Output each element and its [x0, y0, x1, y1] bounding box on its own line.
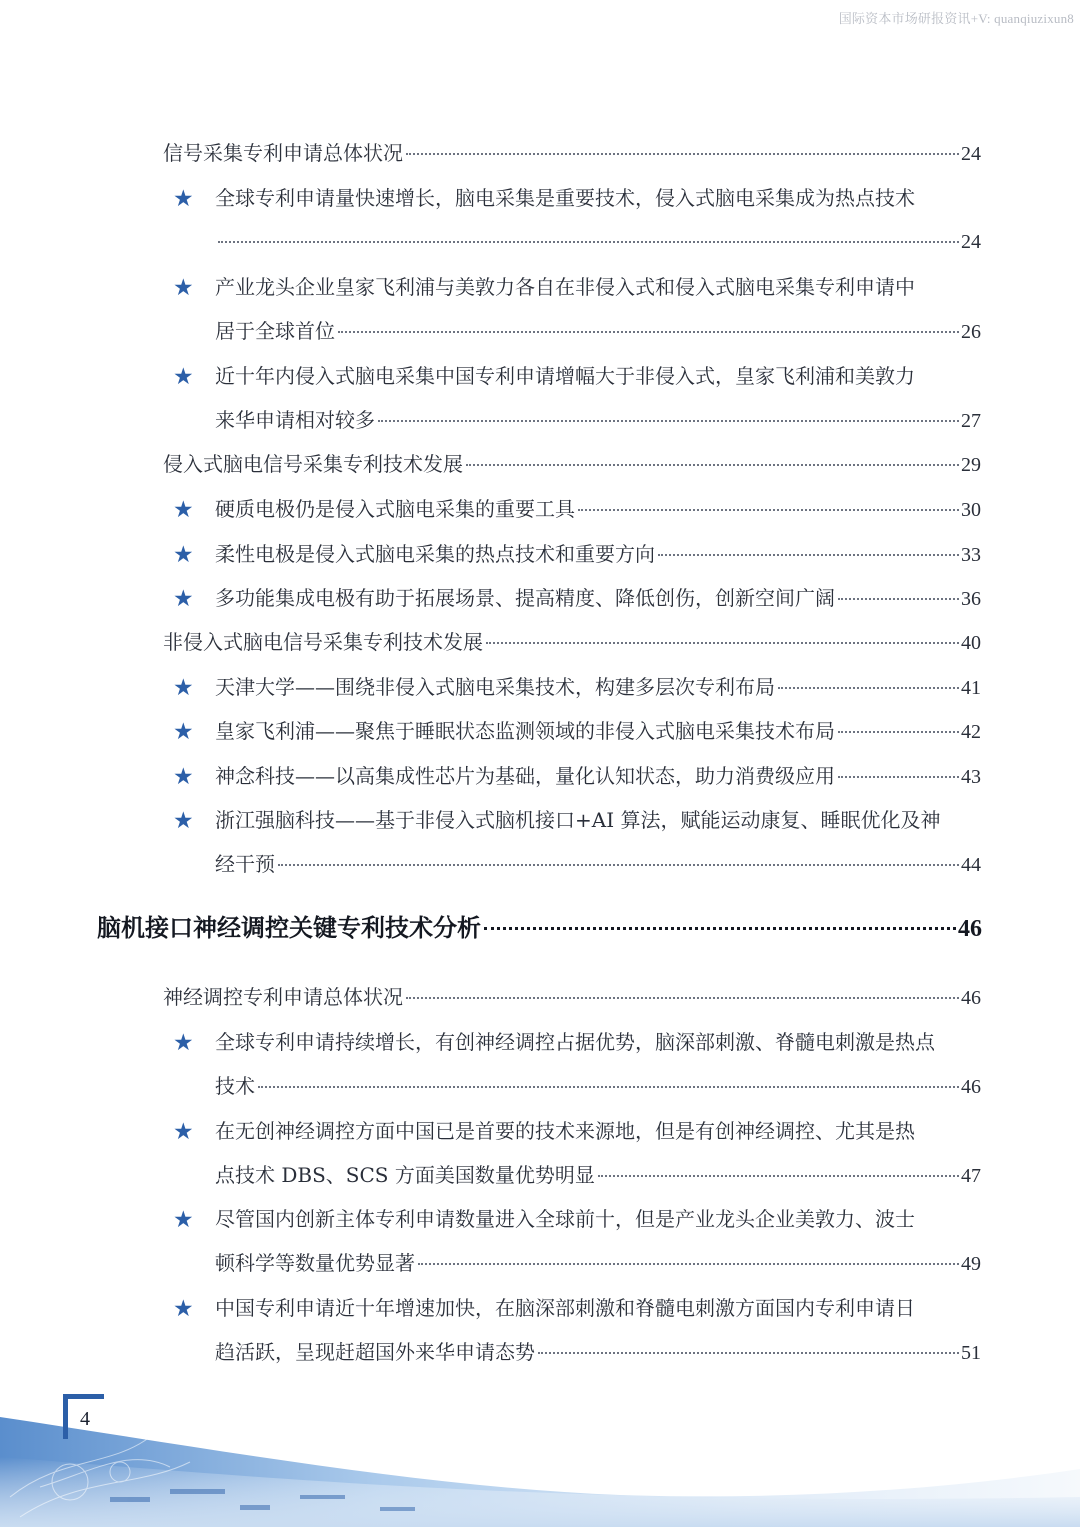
toc-item-line[interactable] — [215, 363, 981, 389]
toc-page-number: 46 — [961, 987, 981, 1009]
toc-item-line[interactable] — [215, 1206, 981, 1232]
star-bullet-icon: ★ — [173, 808, 194, 834]
leader-dots — [278, 864, 959, 866]
star-bullet-icon: ★ — [173, 1119, 194, 1145]
toc-entry-title: 脑机接口神经调控关键专利技术分析 — [97, 914, 481, 942]
toc-page-number: 49 — [961, 1253, 981, 1275]
star-bullet-icon: ★ — [173, 497, 194, 523]
toc-entry-title: 皇家飞利浦——聚焦于睡眠状态监测领域的非侵入式脑电采集技术布局 — [215, 719, 835, 743]
toc-entry-title-continued: 趋活跃，呈现赶超国外来华申请态势 — [215, 1340, 535, 1364]
star-bullet-icon: ★ — [173, 586, 194, 612]
star-bullet-icon: ★ — [173, 364, 194, 390]
star-bullet-icon: ★ — [173, 186, 194, 212]
toc-page-number: 29 — [961, 454, 981, 476]
toc-item-line[interactable] — [215, 1295, 981, 1321]
toc-entry-title: 全球专利申请量快速增长，脑电采集是重要技术，侵入式脑电采集成为热点技术 — [215, 186, 915, 210]
toc-entry-title: 信号采集专利申请总体状况 — [163, 141, 403, 165]
toc-item-line[interactable] — [215, 1029, 981, 1055]
toc-entry-title: 产业龙头企业皇家飞利浦与美敦力各自在非侵入式和侵入式脑电采集专利申请中 — [215, 275, 915, 299]
toc-entry-title-continued: 点技术 DBS、SCS 方面美国数量优势明显 — [215, 1163, 595, 1187]
leader-dots — [538, 1352, 959, 1354]
toc-item-line[interactable] — [215, 318, 981, 345]
star-bullet-icon: ★ — [173, 1207, 194, 1233]
toc-entry-title: 多功能集成电极有助于拓展场景、提高精度、降低创伤，创新空间广阔 — [215, 586, 835, 610]
star-bullet-icon: ★ — [173, 675, 194, 701]
leader-dots — [578, 509, 959, 511]
toc-item-line[interactable] — [215, 674, 981, 701]
toc-page-number: 43 — [961, 766, 981, 788]
toc-page-number: 24 — [961, 143, 981, 165]
leader-dots — [598, 1175, 959, 1177]
leader-dots — [484, 927, 956, 930]
toc-item-line[interactable] — [215, 1162, 981, 1189]
toc-entry-title: 在无创神经调控方面中国已是首要的技术来源地，但是有创神经调控、尤其是热 — [215, 1119, 915, 1143]
star-bullet-icon: ★ — [173, 1296, 194, 1322]
toc-entry-title: 尽管国内创新主体专利申请数量进入全球前十，但是产业龙头企业美敦力、波士 — [215, 1207, 915, 1231]
toc-item-line[interactable] — [215, 763, 981, 790]
toc-section-heading[interactable] — [163, 984, 981, 1011]
toc-item-line[interactable] — [215, 541, 981, 568]
toc-entry-title: 天津大学——围绕非侵入式脑电采集技术，构建多层次专利布局 — [215, 675, 775, 699]
toc-item-line[interactable] — [215, 229, 981, 255]
footer-banner-graphic — [0, 1377, 1080, 1527]
leader-dots — [838, 776, 959, 778]
toc-entry-title: 神经调控专利申请总体状况 — [163, 985, 403, 1009]
leader-dots — [418, 1263, 959, 1265]
toc-item-line[interactable] — [215, 807, 981, 833]
toc-page-number: 27 — [961, 410, 981, 432]
leader-dots — [378, 420, 959, 422]
toc-page-number: 26 — [961, 321, 981, 343]
toc-entry-title: 神念科技——以高集成性芯片为基础，量化认知状态，助力消费级应用 — [215, 764, 835, 788]
toc-section-heading[interactable] — [163, 629, 981, 656]
toc-entry-title: 硬质电极仍是侵入式脑电采集的重要工具 — [215, 497, 575, 521]
star-bullet-icon: ★ — [173, 764, 194, 790]
toc-page-number: 44 — [961, 854, 981, 876]
leader-dots — [258, 1086, 959, 1088]
toc-page-number: 47 — [961, 1165, 981, 1187]
toc-page-number: 36 — [961, 588, 981, 610]
toc-item-line[interactable] — [215, 496, 981, 523]
star-bullet-icon: ★ — [173, 275, 194, 301]
toc-entry-title-continued: 顿科学等数量优势显著 — [215, 1251, 415, 1275]
leader-dots — [838, 731, 959, 733]
toc-entry-title: 中国专利申请近十年增速加快，在脑深部刺激和脊髓电刺激方面国内专利申请日 — [215, 1296, 915, 1320]
toc-page-number: 46 — [958, 916, 982, 942]
leader-dots — [778, 687, 959, 689]
toc-page-number: 24 — [961, 231, 981, 253]
leader-dots — [658, 554, 959, 556]
page-number: 4 — [80, 1408, 90, 1430]
toc-section-heading[interactable] — [163, 140, 981, 167]
toc-item-line[interactable] — [215, 185, 981, 211]
toc-page-number: 30 — [961, 499, 981, 521]
toc-item-line[interactable] — [215, 1339, 981, 1366]
leader-dots — [486, 642, 959, 644]
leader-dots — [466, 464, 959, 466]
toc-item-line[interactable] — [215, 851, 981, 878]
toc-item-line[interactable] — [215, 407, 981, 434]
toc-chapter-heading[interactable] — [97, 915, 982, 942]
leader-dots — [338, 331, 959, 333]
toc-entry-title: 侵入式脑电信号采集专利技术发展 — [163, 452, 463, 476]
toc-page-number: 41 — [961, 677, 981, 699]
toc-page-number: 51 — [961, 1342, 981, 1364]
toc-item-line[interactable] — [215, 1073, 981, 1100]
star-bullet-icon: ★ — [173, 542, 194, 568]
toc-item-line[interactable] — [215, 1118, 981, 1144]
toc-page-number: 40 — [961, 632, 981, 654]
toc-item-line[interactable] — [215, 274, 981, 300]
toc-page-number: 42 — [961, 721, 981, 743]
toc-entry-title-continued: 经干预 — [215, 852, 275, 876]
toc-entry-title: 近十年内侵入式脑电采集中国专利申请增幅大于非侵入式，皇家飞利浦和美敦力 — [215, 364, 915, 388]
toc-item-line[interactable] — [215, 1250, 981, 1277]
leader-dots — [406, 997, 959, 999]
toc-entry-title-continued: 技术 — [215, 1074, 255, 1098]
star-bullet-icon: ★ — [173, 719, 194, 745]
toc-entry-title: 浙江强脑科技——基于非侵入式脑机接口+AI 算法，赋能运动康复、睡眠优化及神 — [215, 808, 941, 832]
leader-dots — [838, 598, 959, 600]
toc-entry-title: 全球专利申请持续增长，有创神经调控占据优势，脑深部刺激、脊髓电刺激是热点 — [215, 1030, 935, 1054]
toc-page-number: 33 — [961, 544, 981, 566]
toc-entry-title-continued: 居于全球首位 — [215, 319, 335, 343]
star-bullet-icon: ★ — [173, 1030, 194, 1056]
toc-item-line[interactable] — [215, 718, 981, 745]
toc-item-line[interactable] — [215, 585, 981, 612]
leader-dots — [406, 153, 959, 155]
watermark: 国际资本市场研报资讯+V: quanqiuzixun8 — [838, 11, 1074, 26]
toc-page-number: 46 — [961, 1076, 981, 1098]
toc-entry-title: 非侵入式脑电信号采集专利技术发展 — [163, 630, 483, 654]
toc-entry-title-continued: 来华申请相对较多 — [215, 408, 375, 432]
toc-entry-title: 柔性电极是侵入式脑电采集的热点技术和重要方向 — [215, 542, 655, 566]
leader-dots — [218, 241, 959, 243]
toc-section-heading[interactable] — [163, 451, 981, 478]
